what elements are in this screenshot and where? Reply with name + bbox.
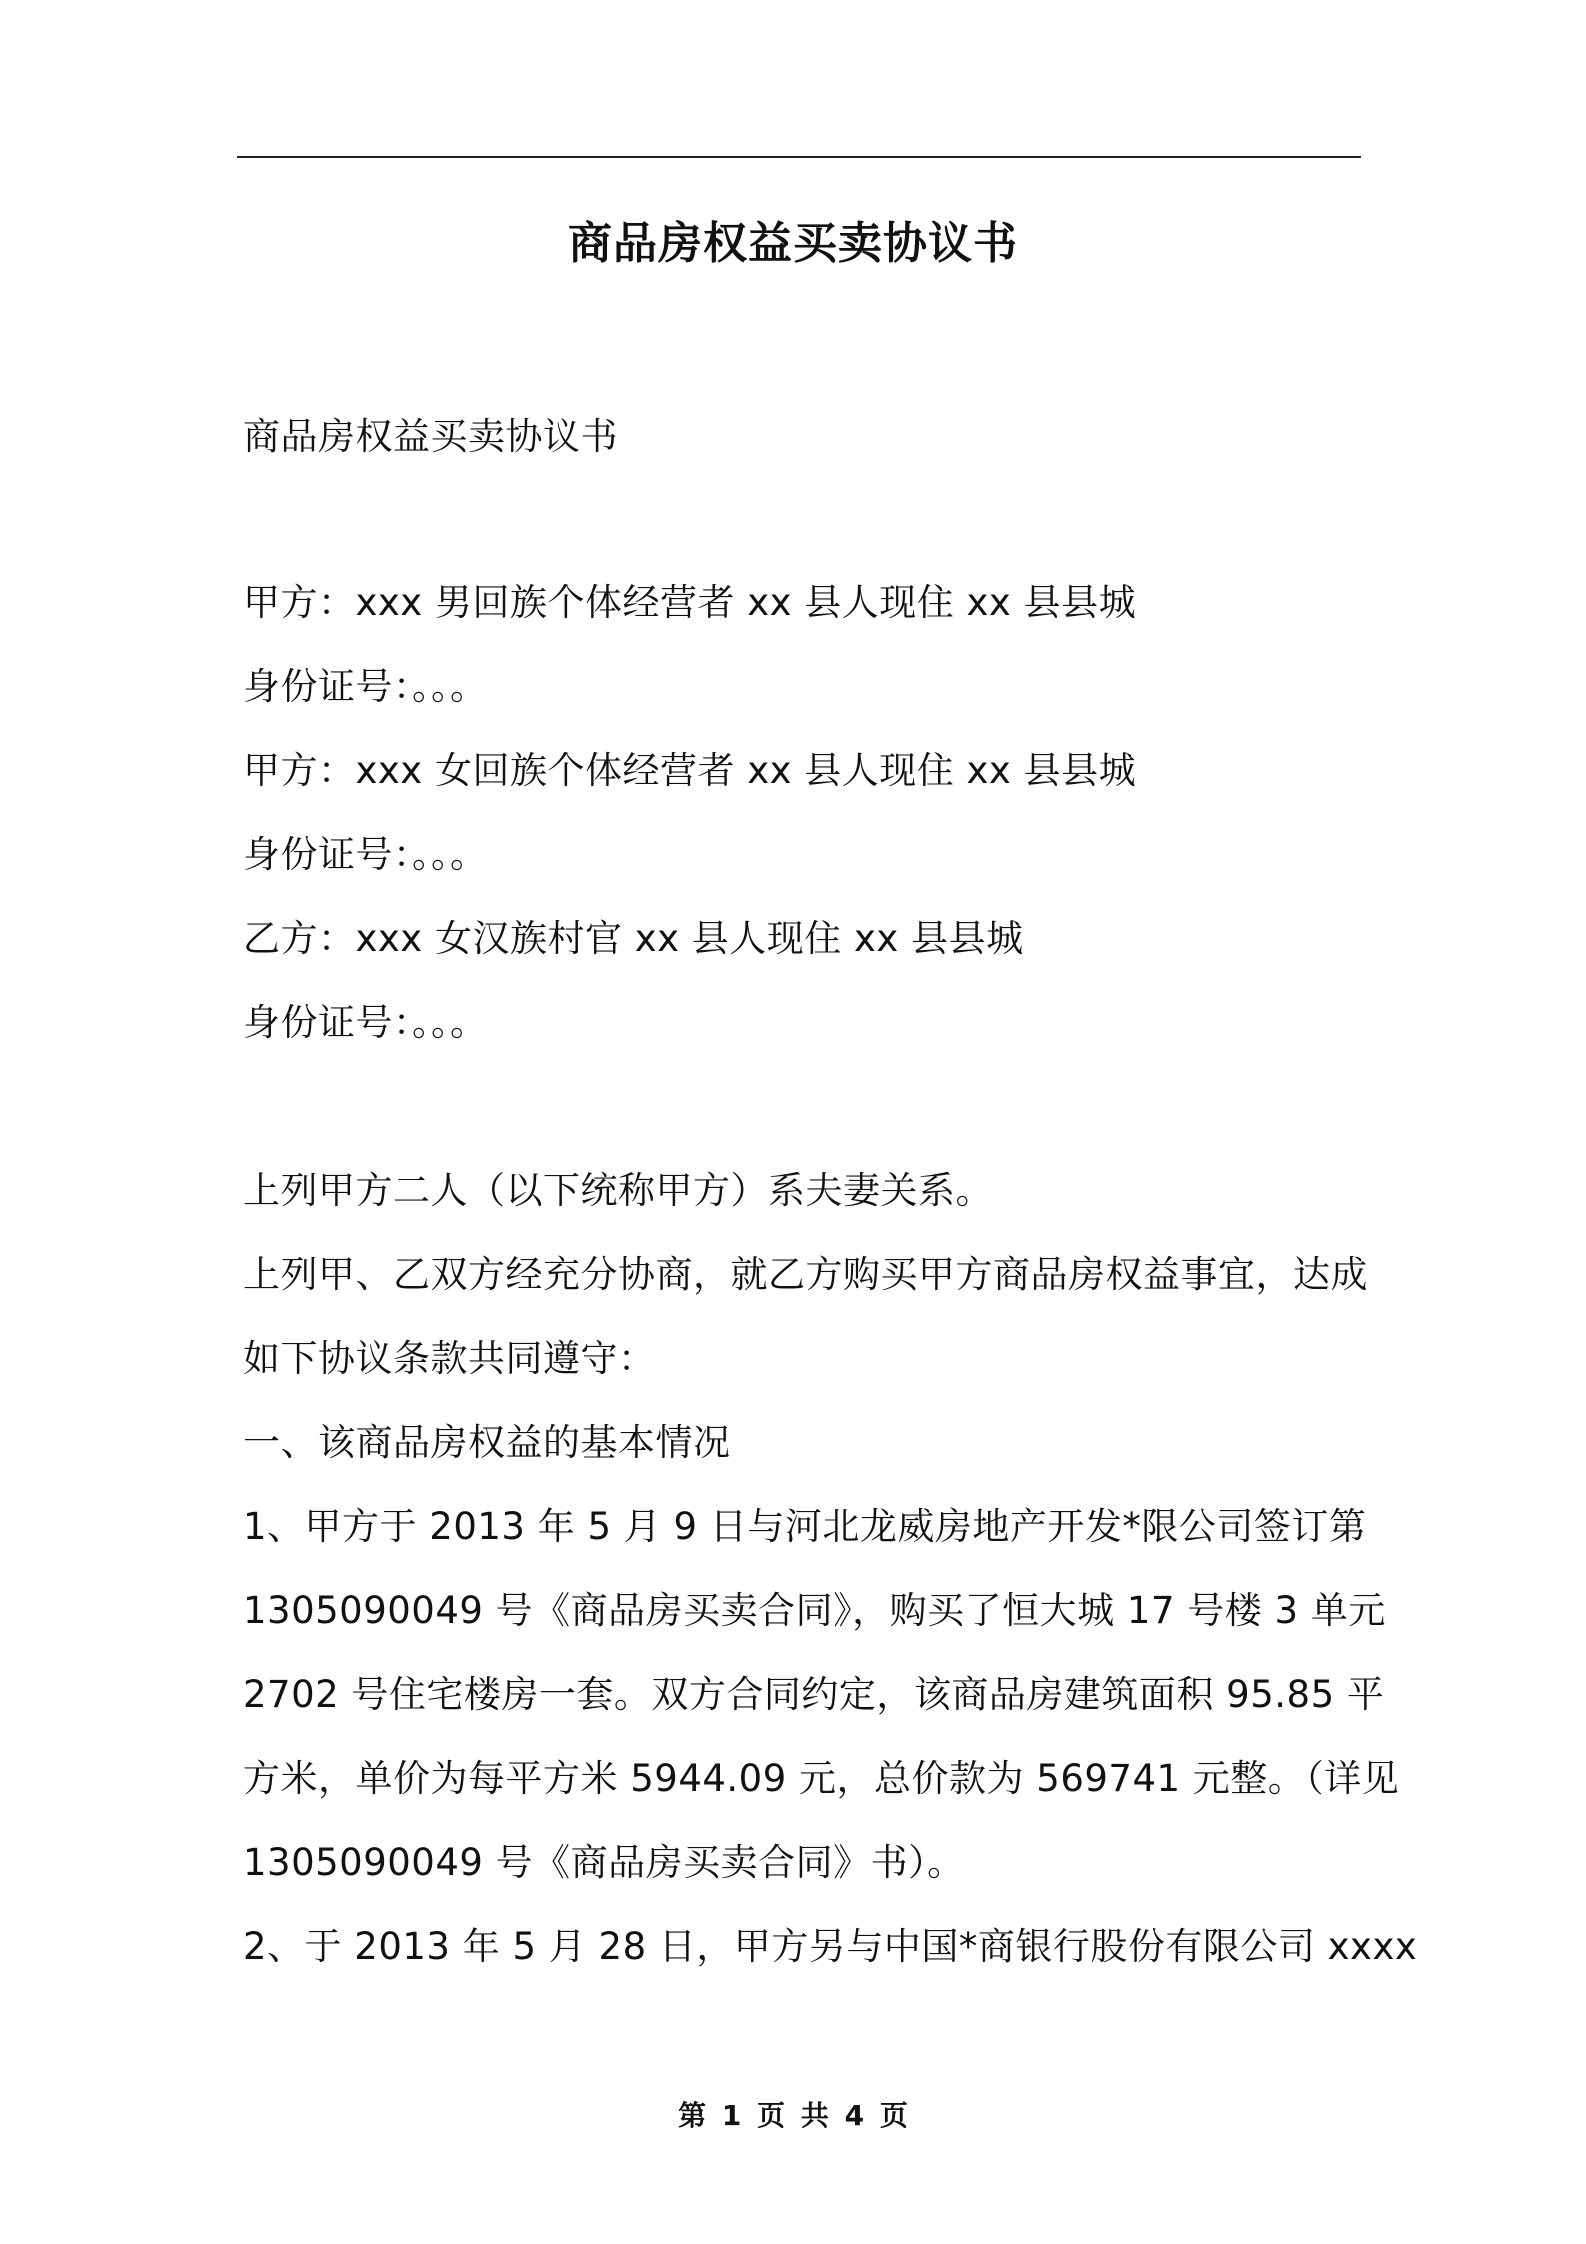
header-rule [237,156,1361,158]
party-line: 身份证号：。。。 [243,833,488,876]
party-line: 甲方：xxx 女回族个体经营者 xx 县人现住 xx 县县城 [243,749,1137,792]
document-subtitle: 商品房权益买卖协议书 [243,415,618,458]
party-line: 身份证号：。。。 [243,1001,488,1044]
body-line: 上列甲、乙双方经充分协商，就乙方购买甲方商品房权益事宜，达成 [243,1253,1368,1296]
party-line: 身份证号：。。。 [243,665,488,708]
body-line: 1305090049 号《商品房买卖合同》书）。 [243,1841,965,1884]
party-line: 甲方：xxx 男回族个体经营者 xx 县人现住 xx 县县城 [243,581,1137,624]
page-number-footer: 第 1 页 共 4 页 [678,2099,908,2132]
body-line: 如下协议条款共同遵守： [243,1337,656,1380]
body-line: 上列甲方二人（以下统称甲方）系夫妻关系。 [243,1169,993,1212]
body-line: 方米，单价为每平方米 5944.09 元，总价款为 569741 元整。（详见 [243,1757,1400,1800]
document-title: 商品房权益买卖协议书 [568,218,1018,269]
party-line: 乙方：xxx 女汉族村官 xx 县人现住 xx 县县城 [243,917,1024,960]
body-line: 1305090049 号《商品房买卖合同》，购买了恒大城 17 号楼 3 单元 [243,1589,1386,1632]
body-line: 2702 号住宅楼房一套。双方合同约定，该商品房建筑面积 95.85 平 [243,1673,1385,1716]
body-line: 2、于 2013 年 5 月 28 日，甲方另与中国*商银行股份有限公司 xxxx [243,1925,1418,1968]
section-heading: 一、该商品房权益的基本情况 [243,1421,731,1464]
body-line: 1、甲方于 2013 年 5 月 9 日与河北龙威房地产开发*限公司签订第 [243,1505,1367,1548]
